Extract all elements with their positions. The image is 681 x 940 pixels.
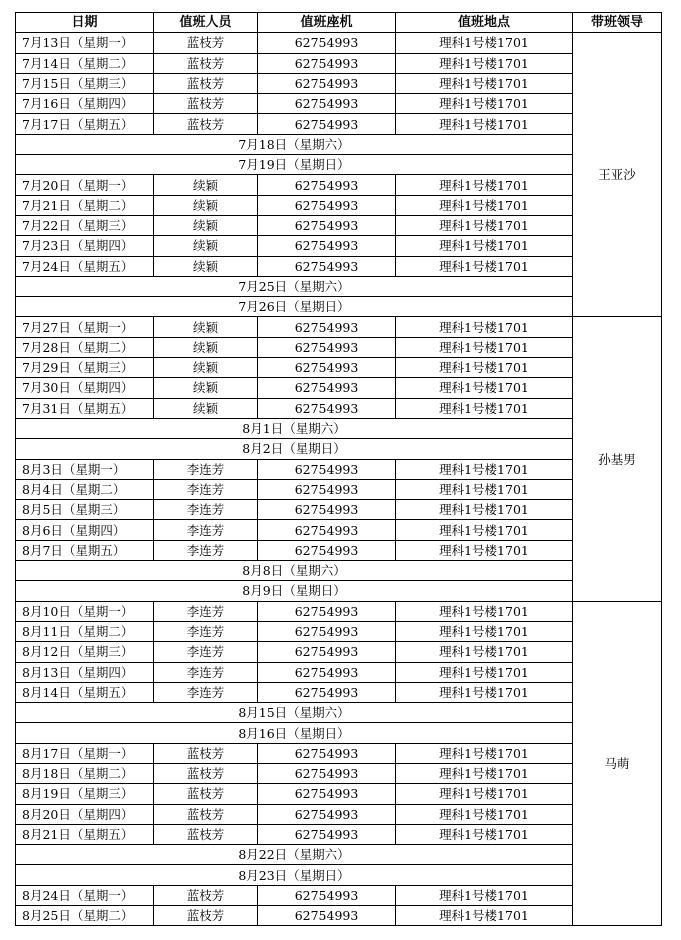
table-row bbox=[16, 256, 662, 276]
date-cell: 8月6日（星期四） bbox=[16, 520, 154, 540]
date-cell: 7月29日（星期三） bbox=[16, 358, 154, 378]
table-row bbox=[16, 358, 662, 378]
person-cell: 蓝枝芳 bbox=[154, 33, 258, 53]
date-cell: 8月14日（星期五） bbox=[16, 682, 154, 702]
person-cell: 蓝枝芳 bbox=[154, 784, 258, 804]
weekend-date-cell: 8月23日（星期日） bbox=[16, 865, 573, 885]
person-cell: 李连芳 bbox=[154, 540, 258, 560]
person-cell: 李连芳 bbox=[154, 479, 258, 499]
location-cell: 理科1号楼1701 bbox=[396, 682, 573, 702]
weekend-row bbox=[16, 865, 662, 885]
table-row bbox=[16, 53, 662, 73]
date-cell: 7月17日（星期五） bbox=[16, 114, 154, 134]
date-cell: 7月20日（星期一） bbox=[16, 175, 154, 195]
header-person: 值班人员 bbox=[154, 13, 258, 33]
table-row bbox=[16, 378, 662, 398]
person-cell: 蓝枝芳 bbox=[154, 763, 258, 783]
phone-cell: 62754993 bbox=[258, 195, 396, 215]
location-cell: 理科1号楼1701 bbox=[396, 906, 573, 926]
header-date: 日期 bbox=[16, 13, 154, 33]
location-cell: 理科1号楼1701 bbox=[396, 256, 573, 276]
location-cell: 理科1号楼1701 bbox=[396, 398, 573, 418]
table-row bbox=[16, 601, 662, 621]
phone-cell: 62754993 bbox=[258, 256, 396, 276]
date-cell: 8月13日（星期四） bbox=[16, 662, 154, 682]
phone-cell: 62754993 bbox=[258, 317, 396, 337]
phone-cell: 62754993 bbox=[258, 500, 396, 520]
location-cell: 理科1号楼1701 bbox=[396, 317, 573, 337]
phone-cell: 62754993 bbox=[258, 906, 396, 926]
location-cell: 理科1号楼1701 bbox=[396, 784, 573, 804]
person-cell: 蓝枝芳 bbox=[154, 824, 258, 844]
weekend-date-cell: 7月19日（星期日） bbox=[16, 155, 573, 175]
location-cell: 理科1号楼1701 bbox=[396, 824, 573, 844]
person-cell: 续颖 bbox=[154, 215, 258, 235]
date-cell: 7月30日（星期四） bbox=[16, 378, 154, 398]
date-cell: 7月16日（星期四） bbox=[16, 94, 154, 114]
person-cell: 李连芳 bbox=[154, 642, 258, 662]
date-cell: 7月14日（星期二） bbox=[16, 53, 154, 73]
table-row bbox=[16, 540, 662, 560]
person-cell: 蓝枝芳 bbox=[154, 94, 258, 114]
location-cell: 理科1号楼1701 bbox=[396, 885, 573, 905]
location-cell: 理科1号楼1701 bbox=[396, 479, 573, 499]
date-cell: 8月11日（星期二） bbox=[16, 621, 154, 641]
table-row bbox=[16, 824, 662, 844]
table-body bbox=[16, 33, 662, 926]
table-row bbox=[16, 621, 662, 641]
date-cell: 8月19日（星期三） bbox=[16, 784, 154, 804]
table-row bbox=[16, 73, 662, 93]
phone-cell: 62754993 bbox=[258, 743, 396, 763]
date-cell: 8月25日（星期二） bbox=[16, 906, 154, 926]
table-row bbox=[16, 337, 662, 357]
header-leader: 带班领导 bbox=[573, 13, 662, 33]
date-cell: 8月3日（星期一） bbox=[16, 459, 154, 479]
table-row bbox=[16, 784, 662, 804]
person-cell: 续颖 bbox=[154, 317, 258, 337]
weekend-row bbox=[16, 439, 662, 459]
person-cell: 续颖 bbox=[154, 337, 258, 357]
date-cell: 8月12日（星期三） bbox=[16, 642, 154, 662]
table-row bbox=[16, 195, 662, 215]
person-cell: 蓝枝芳 bbox=[154, 53, 258, 73]
location-cell: 理科1号楼1701 bbox=[396, 53, 573, 73]
table-row bbox=[16, 459, 662, 479]
table-row bbox=[16, 479, 662, 499]
phone-cell: 62754993 bbox=[258, 621, 396, 641]
duty-schedule bbox=[15, 12, 662, 926]
date-cell: 8月21日（星期五） bbox=[16, 824, 154, 844]
person-cell: 蓝枝芳 bbox=[154, 885, 258, 905]
table-row bbox=[16, 94, 662, 114]
person-cell: 李连芳 bbox=[154, 621, 258, 641]
phone-cell: 62754993 bbox=[258, 601, 396, 621]
header-phone: 值班座机 bbox=[258, 13, 396, 33]
phone-cell: 62754993 bbox=[258, 215, 396, 235]
header-row bbox=[16, 13, 662, 33]
leader-cell: 孙基男 bbox=[573, 317, 662, 601]
table-row bbox=[16, 175, 662, 195]
weekend-date-cell: 8月22日（星期六） bbox=[16, 845, 573, 865]
table-row bbox=[16, 642, 662, 662]
table-row bbox=[16, 885, 662, 905]
weekend-date-cell: 8月16日（星期日） bbox=[16, 723, 573, 743]
person-cell: 李连芳 bbox=[154, 601, 258, 621]
weekend-date-cell: 7月25日（星期六） bbox=[16, 276, 573, 296]
phone-cell: 62754993 bbox=[258, 114, 396, 134]
phone-cell: 62754993 bbox=[258, 642, 396, 662]
location-cell: 理科1号楼1701 bbox=[396, 540, 573, 560]
date-cell: 8月10日（星期一） bbox=[16, 601, 154, 621]
phone-cell: 62754993 bbox=[258, 73, 396, 93]
phone-cell: 62754993 bbox=[258, 540, 396, 560]
person-cell: 李连芳 bbox=[154, 459, 258, 479]
date-cell: 7月31日（星期五） bbox=[16, 398, 154, 418]
person-cell: 蓝枝芳 bbox=[154, 73, 258, 93]
leader-cell: 王亚沙 bbox=[573, 33, 662, 317]
person-cell: 续颖 bbox=[154, 175, 258, 195]
location-cell: 理科1号楼1701 bbox=[396, 94, 573, 114]
person-cell: 李连芳 bbox=[154, 500, 258, 520]
date-cell: 7月13日（星期一） bbox=[16, 33, 154, 53]
table-row bbox=[16, 114, 662, 134]
person-cell: 蓝枝芳 bbox=[154, 906, 258, 926]
weekend-row bbox=[16, 418, 662, 438]
table-row bbox=[16, 33, 662, 53]
person-cell: 续颖 bbox=[154, 378, 258, 398]
location-cell: 理科1号楼1701 bbox=[396, 236, 573, 256]
table-row bbox=[16, 682, 662, 702]
date-cell: 7月28日（星期二） bbox=[16, 337, 154, 357]
location-cell: 理科1号楼1701 bbox=[396, 662, 573, 682]
weekend-row bbox=[16, 276, 662, 296]
date-cell: 7月23日（星期四） bbox=[16, 236, 154, 256]
date-cell: 8月4日（星期二） bbox=[16, 479, 154, 499]
person-cell: 蓝枝芳 bbox=[154, 804, 258, 824]
phone-cell: 62754993 bbox=[258, 358, 396, 378]
table-row bbox=[16, 763, 662, 783]
weekend-row bbox=[16, 134, 662, 154]
person-cell: 续颖 bbox=[154, 195, 258, 215]
weekend-date-cell: 8月2日（星期日） bbox=[16, 439, 573, 459]
phone-cell: 62754993 bbox=[258, 763, 396, 783]
weekend-date-cell: 8月8日（星期六） bbox=[16, 561, 573, 581]
location-cell: 理科1号楼1701 bbox=[396, 459, 573, 479]
phone-cell: 62754993 bbox=[258, 378, 396, 398]
location-cell: 理科1号楼1701 bbox=[396, 743, 573, 763]
location-cell: 理科1号楼1701 bbox=[396, 195, 573, 215]
phone-cell: 62754993 bbox=[258, 53, 396, 73]
person-cell: 续颖 bbox=[154, 236, 258, 256]
person-cell: 蓝枝芳 bbox=[154, 114, 258, 134]
phone-cell: 62754993 bbox=[258, 824, 396, 844]
person-cell: 李连芳 bbox=[154, 520, 258, 540]
date-cell: 7月24日（星期五） bbox=[16, 256, 154, 276]
weekend-row bbox=[16, 297, 662, 317]
weekend-row bbox=[16, 845, 662, 865]
location-cell: 理科1号楼1701 bbox=[396, 215, 573, 235]
date-cell: 8月24日（星期一） bbox=[16, 885, 154, 905]
phone-cell: 62754993 bbox=[258, 804, 396, 824]
table-row bbox=[16, 215, 662, 235]
location-cell: 理科1号楼1701 bbox=[396, 175, 573, 195]
location-cell: 理科1号楼1701 bbox=[396, 358, 573, 378]
table-row bbox=[16, 398, 662, 418]
person-cell: 李连芳 bbox=[154, 662, 258, 682]
weekend-date-cell: 8月15日（星期六） bbox=[16, 703, 573, 723]
date-cell: 8月17日（星期一） bbox=[16, 743, 154, 763]
header-location: 值班地点 bbox=[396, 13, 573, 33]
phone-cell: 62754993 bbox=[258, 33, 396, 53]
location-cell: 理科1号楼1701 bbox=[396, 114, 573, 134]
date-cell: 8月7日（星期五） bbox=[16, 540, 154, 560]
phone-cell: 62754993 bbox=[258, 398, 396, 418]
phone-cell: 62754993 bbox=[258, 479, 396, 499]
location-cell: 理科1号楼1701 bbox=[396, 33, 573, 53]
location-cell: 理科1号楼1701 bbox=[396, 763, 573, 783]
table-row bbox=[16, 662, 662, 682]
weekend-row bbox=[16, 723, 662, 743]
date-cell: 8月5日（星期三） bbox=[16, 500, 154, 520]
person-cell: 续颖 bbox=[154, 358, 258, 378]
phone-cell: 62754993 bbox=[258, 175, 396, 195]
date-cell: 7月21日（星期二） bbox=[16, 195, 154, 215]
table-row bbox=[16, 317, 662, 337]
phone-cell: 62754993 bbox=[258, 682, 396, 702]
table-row bbox=[16, 906, 662, 926]
person-cell: 蓝枝芳 bbox=[154, 743, 258, 763]
location-cell: 理科1号楼1701 bbox=[396, 73, 573, 93]
location-cell: 理科1号楼1701 bbox=[396, 601, 573, 621]
table-row bbox=[16, 520, 662, 540]
date-cell: 7月15日（星期三） bbox=[16, 73, 154, 93]
person-cell: 李连芳 bbox=[154, 682, 258, 702]
date-cell: 7月27日（星期一） bbox=[16, 317, 154, 337]
phone-cell: 62754993 bbox=[258, 885, 396, 905]
phone-cell: 62754993 bbox=[258, 459, 396, 479]
person-cell: 续颖 bbox=[154, 256, 258, 276]
weekend-row bbox=[16, 561, 662, 581]
weekend-row bbox=[16, 703, 662, 723]
date-cell: 8月20日（星期四） bbox=[16, 804, 154, 824]
duty-table bbox=[15, 12, 662, 926]
location-cell: 理科1号楼1701 bbox=[396, 621, 573, 641]
location-cell: 理科1号楼1701 bbox=[396, 642, 573, 662]
weekend-date-cell: 7月26日（星期日） bbox=[16, 297, 573, 317]
leader-cell: 马萌 bbox=[573, 601, 662, 926]
location-cell: 理科1号楼1701 bbox=[396, 337, 573, 357]
date-cell: 8月18日（星期二） bbox=[16, 763, 154, 783]
table-row bbox=[16, 743, 662, 763]
weekend-row bbox=[16, 581, 662, 601]
phone-cell: 62754993 bbox=[258, 94, 396, 114]
location-cell: 理科1号楼1701 bbox=[396, 378, 573, 398]
location-cell: 理科1号楼1701 bbox=[396, 804, 573, 824]
weekend-date-cell: 8月1日（星期六） bbox=[16, 418, 573, 438]
weekend-date-cell: 7月18日（星期六） bbox=[16, 134, 573, 154]
table-row bbox=[16, 804, 662, 824]
phone-cell: 62754993 bbox=[258, 784, 396, 804]
date-cell: 7月22日（星期三） bbox=[16, 215, 154, 235]
weekend-row bbox=[16, 155, 662, 175]
phone-cell: 62754993 bbox=[258, 236, 396, 256]
weekend-date-cell: 8月9日（星期日） bbox=[16, 581, 573, 601]
phone-cell: 62754993 bbox=[258, 520, 396, 540]
location-cell: 理科1号楼1701 bbox=[396, 500, 573, 520]
phone-cell: 62754993 bbox=[258, 662, 396, 682]
person-cell: 续颖 bbox=[154, 398, 258, 418]
table-row bbox=[16, 236, 662, 256]
table-row bbox=[16, 500, 662, 520]
phone-cell: 62754993 bbox=[258, 337, 396, 357]
location-cell: 理科1号楼1701 bbox=[396, 520, 573, 540]
